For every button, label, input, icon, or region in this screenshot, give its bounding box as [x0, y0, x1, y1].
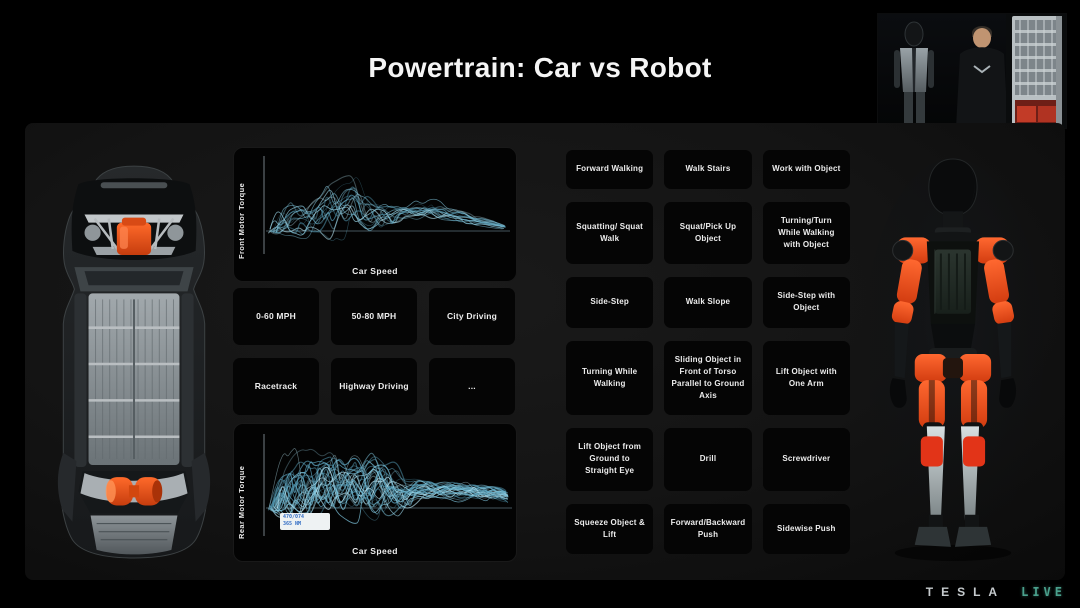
rear-chart-legend	[280, 513, 330, 530]
robot-task-tile: Walk Slope	[664, 277, 751, 328]
robot-task-tile: Squeeze Object & Lift	[566, 504, 653, 555]
robot-task-tile: Turning/Turn While Walking with Object	[763, 202, 850, 265]
robot-task-tile: Forward/Backward Push	[664, 504, 751, 555]
robot-task-tile: Forward Walking	[566, 150, 653, 189]
rear-torque-plot	[234, 424, 516, 561]
rear-chart-x-axis-label: Car Speed	[352, 546, 398, 556]
car-scenario-grid	[233, 288, 515, 415]
robot-task-tile: Work with Object	[763, 150, 850, 189]
robot-task-tile: Walk Stairs	[664, 150, 751, 189]
robot-task-tile: Sliding Object in Front of Torso Parallel to Ground Axis	[664, 341, 751, 416]
car-scenario-tile: 0-60 MPH	[233, 288, 319, 345]
slide-title: Powertrain: Car vs Robot	[368, 52, 712, 83]
robot-task-tile: Sidewise Push	[763, 504, 850, 555]
legend-line: 365 NM	[283, 521, 302, 527]
robot-foot	[915, 527, 951, 547]
robot-task-tile: Drill	[664, 428, 751, 491]
tesla-wordmark: TESLA	[925, 585, 1006, 599]
robot-task-tile: Lift Object with One Arm	[763, 341, 850, 416]
robot-task-tile: Side-Step with Object	[763, 277, 850, 328]
robot-task-tile: Lift Object from Ground to Straight Eye	[566, 428, 653, 491]
front-chart-y-axis-label: Front Motor Torque	[237, 182, 246, 259]
legend-line: 470/074	[283, 514, 305, 520]
car-scenario-tile: Racetrack	[233, 358, 319, 415]
content-panel	[25, 123, 1065, 580]
live-badge: LIVE	[1021, 585, 1066, 599]
robot-foot	[955, 527, 991, 547]
robot-task-tile: Screwdriver	[763, 428, 850, 491]
rear-torque-chart-card	[233, 423, 517, 562]
robot-task-grid	[566, 150, 850, 554]
robot-task-tile: Turning While Walking	[566, 341, 653, 416]
robot-task-tile: Squat/Pick Up Object	[664, 202, 751, 265]
car-scenario-tile: 50-80 MPH	[331, 288, 417, 345]
car-scenario-tile: City Driving	[429, 288, 515, 345]
car-scenario-tile: ...	[429, 358, 515, 415]
optimus-robot-image	[870, 153, 1062, 565]
front-torque-plot	[234, 148, 516, 281]
watermark	[926, 583, 1066, 601]
robot-head	[929, 159, 977, 215]
structural-battery-display	[1006, 14, 1066, 128]
car-scenario-tile: Highway Driving	[331, 358, 417, 415]
rear-chart-y-axis-label: Rear Motor Torque	[237, 465, 246, 539]
front-chart-x-axis-label: Car Speed	[352, 266, 398, 276]
stage-scene-image	[878, 14, 1066, 128]
robot-task-tile: Squatting/ Squat Walk	[566, 202, 653, 265]
webcam-feed	[878, 14, 1066, 128]
front-torque-chart-card	[233, 147, 517, 282]
car-chassis-image	[48, 158, 220, 562]
robot-task-tile: Side-Step	[566, 277, 653, 328]
